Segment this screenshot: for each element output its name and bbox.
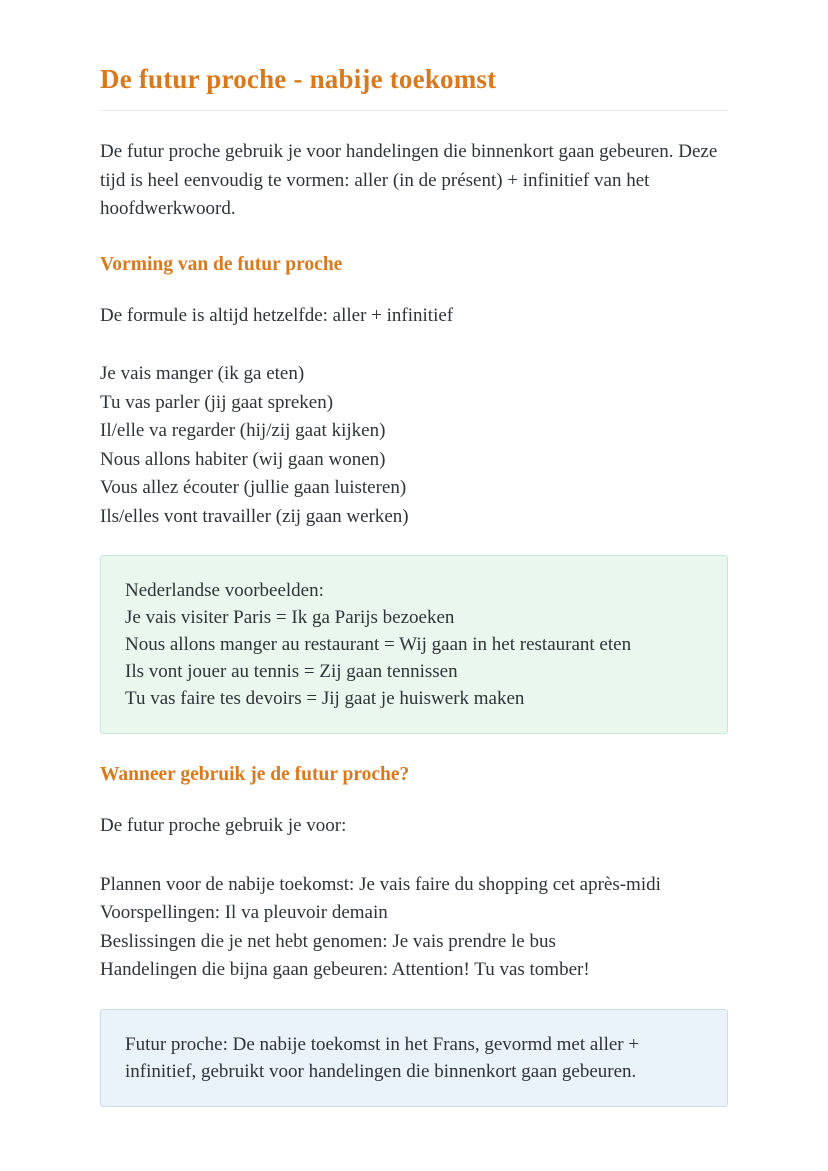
- example-line: Nous allons manger au restaurant = Wij gaan in het restaurant eten: [125, 634, 632, 655]
- usage-list: [100, 871, 728, 985]
- section-wanneer: [100, 764, 728, 1107]
- conjugation-line: Ils/elles vont travailler (zij gaan werken): [100, 505, 409, 527]
- section-vorming-heading: Vorming van de futur proche: [100, 253, 343, 275]
- usage-intro-paragraph: De futur proche gebruik je voor:: [100, 815, 347, 836]
- section-vorming: [100, 254, 728, 735]
- example-line: Nederlandse voorbeelden:: [125, 580, 324, 601]
- examples-callout-box: [100, 555, 728, 734]
- summary-callout-box: [100, 1009, 728, 1107]
- conjugation-line: Il/elle va regarder (hij/zij gaat kijken): [100, 420, 386, 441]
- usage-line: Voorspellingen: Il va pleuvoir demain: [100, 902, 388, 923]
- title-divider: [100, 110, 728, 111]
- conjugation-line: Vous allez écouter (jullie gaan luisteren): [100, 477, 407, 498]
- example-line: Je vais visiter Paris = Ik ga Parijs bezoeken: [125, 607, 455, 628]
- section-wanneer-heading: Wanneer gebruik je de futur proche?: [100, 764, 410, 785]
- page-title: De futur proche - nabije toekomst: [100, 64, 497, 94]
- example-line: Ils vont jouer au tennis = Zij gaan tennissen: [125, 661, 458, 682]
- conjugation-line: Nous allons habiter (wij gaan wonen): [100, 448, 386, 470]
- usage-line: Plannen voor de nabije toekomst: Je vais faire du shopping cet après-midi: [100, 873, 661, 895]
- summary-text: Futur proche: De nabije toekomst in het Frans, gevormd met aller + infinitief, gebruikt voor handelingen die binnenkort gaan gebeuren.: [125, 1033, 640, 1082]
- usage-line: Beslissingen die je net hebt genomen: Je vais prendre le bus: [100, 930, 556, 952]
- example-line: Tu vas faire tes devoirs = Jij gaat je huiswerk maken: [125, 688, 525, 709]
- conjugation-line: Je vais manger (ik ga eten): [100, 363, 305, 384]
- intro-paragraph: De futur proche gebruik je voor handelingen die binnenkort gaan gebeuren. Deze tijd is heel eenvoudig te vormen: aller (in de présent) + infinitief van het hoofdwerkwoord.: [100, 141, 718, 219]
- usage-line: Handelingen die bijna gaan gebeuren: Attention! Tu vas tomber!: [100, 959, 590, 980]
- formula-paragraph: De formule is altijd hetzelfde: aller + infinitief: [100, 304, 454, 326]
- conjugation-line: Tu vas parler (jij gaat spreken): [100, 391, 334, 413]
- conjugation-list: [100, 360, 728, 531]
